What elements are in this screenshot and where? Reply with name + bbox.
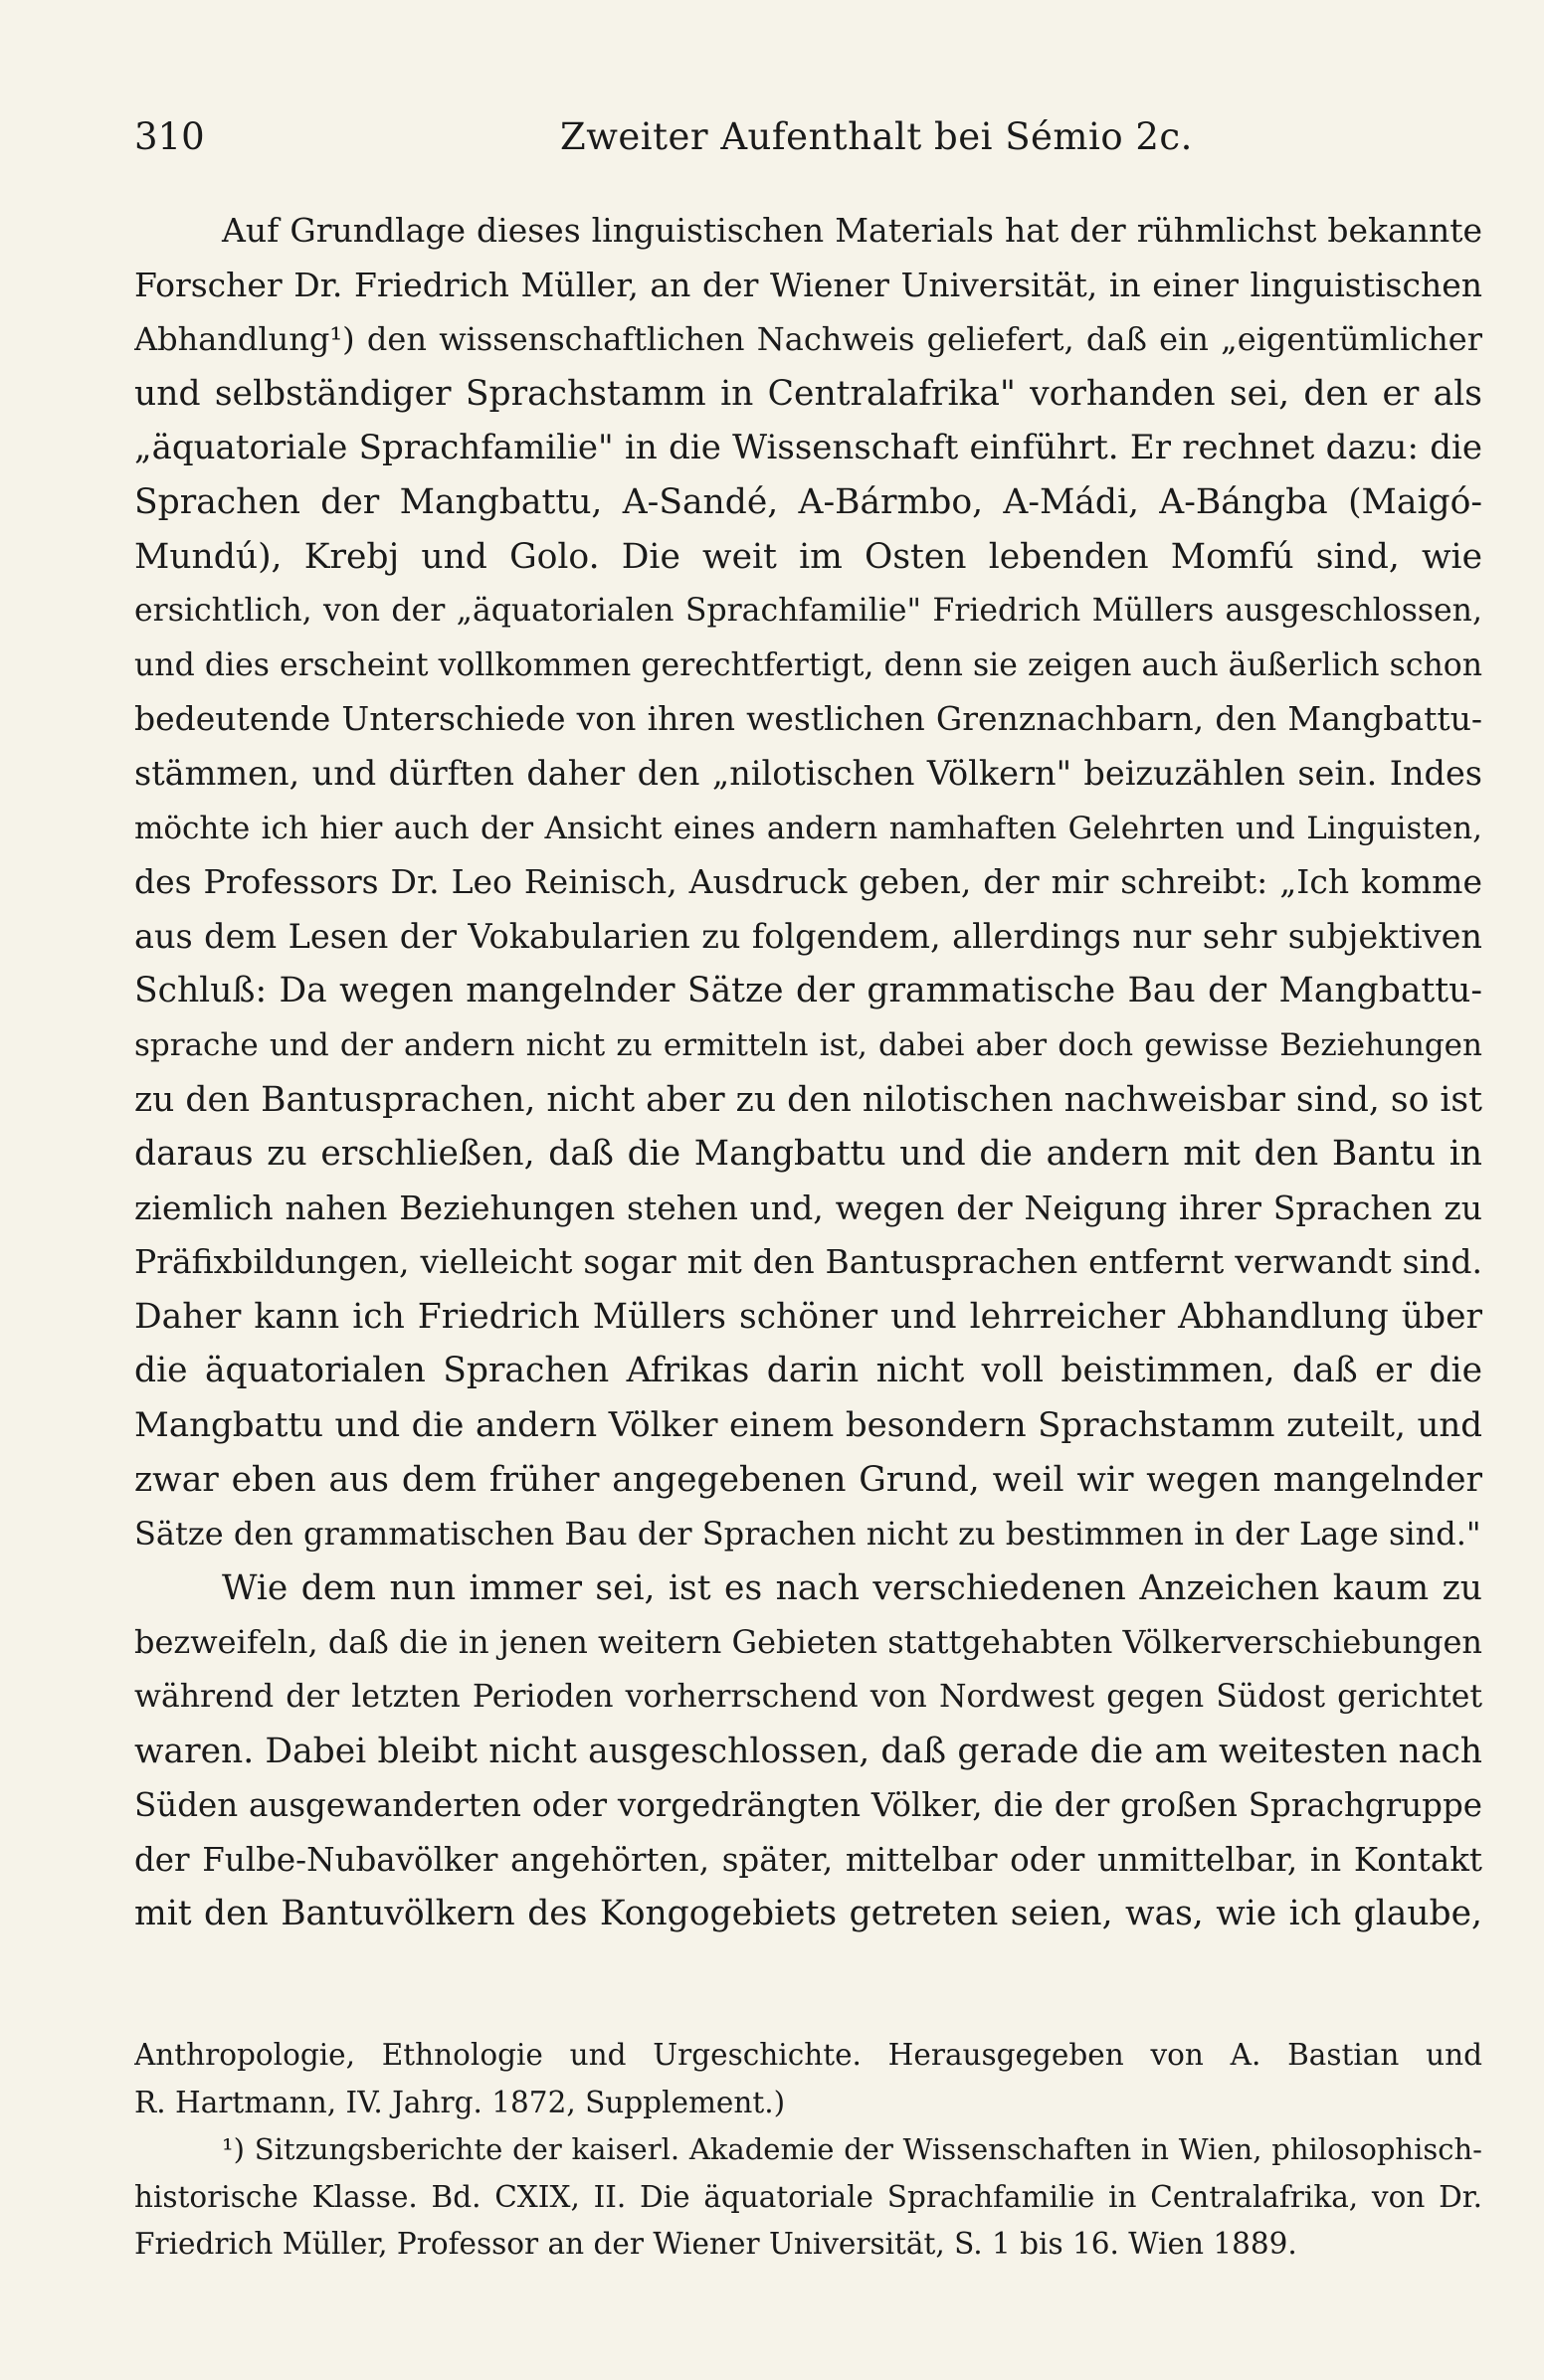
text-line: bezweifeln, daß die in jenen weitern Gebieten stattgehabten Völkerverschiebungen [134, 1623, 1482, 1662]
text-line: Abhandlung¹) den wissenschaftlichen Nachweis geliefert, daß ein „eigentümlicher [134, 320, 1482, 359]
footnote-line: historische Klasse. Bd. CXIX, II. Die äquatoriale Sprachfamilie in Centralafrika, von Dr. [134, 2179, 1482, 2214]
text-line: Auf Grundlage dieses linguistischen Materials hat der rühmlichst bekannte [222, 211, 1482, 250]
text-line: die äquatorialen Sprachen Afrikas darin nicht voll beistimmen, daß er die [134, 1351, 1482, 1391]
text-line: des Professors Dr. Leo Reinisch, Ausdruck geben, der mir schreibt: „Ich komme [134, 862, 1482, 902]
text-line: und selbständiger Sprachstamm in Centralafrika" vorhanden sei, den er als [134, 373, 1482, 414]
text-line: ziemlich nahen Beziehungen stehen und, wegen der Neigung ihrer Sprachen zu [134, 1188, 1482, 1227]
text-line: Mundú), Krebj und Golo. Die weit im Osten lebenden Momfú sind, wie [134, 536, 1482, 577]
footnotes [134, 2032, 1482, 2269]
footnote-line: Anthropologie, Ethnologie und Urgeschichte. Herausgegeben von A. Bastian und [134, 2038, 1482, 2072]
text-line: Präfixbildungen, vielleicht sogar mit den Bantusprachen entfernt verwandt sind. [134, 1242, 1482, 1282]
page-number: 310 [134, 115, 205, 158]
text-line: Sätze den grammatischen Bau der Sprachen nicht zu bestimmen in der Lage sind." [134, 1515, 1481, 1554]
text-line: stämmen, und dürften daher den „nilotischen Völkern" beizuzählen sein. Indes [134, 753, 1482, 793]
text-line: Wie dem nun immer sei, ist es nach verschiedenen Anzeichen kaum zu [222, 1567, 1482, 1608]
footnote-line: Friedrich Müller, Professor an der Wiener Universität, S. 1 bis 16. Wien 1889. [134, 2227, 1297, 2261]
text-line: ersichtlich, von der „äquatorialen Sprachfamilie" Friedrich Müllers ausgeschlossen, [134, 593, 1482, 630]
text-line: während der letzten Perioden vorherrschend von Nordwest gegen Südost gerichtet [134, 1679, 1482, 1716]
text-line: der Fulbe-Nubavölker angehörten, später, mittelbar oder unmittelbar, in Kontakt [134, 1840, 1482, 1879]
text-line: mit den Bantuvölkern des Kongogebiets getreten seien, was, wie ich glaube, [134, 1894, 1482, 1934]
text-line: Sprachen der Mangbattu, A-Sandé, A-Bármbo, A-Mádi, A-Bángba (Maigó- [134, 481, 1482, 522]
text-line: aus dem Lesen der Vokabularien zu folgendem, allerdings nur sehr subjektiven [134, 916, 1482, 956]
text-line: zwar eben aus dem früher angegebenen Grund, weil wir wegen mangelnder [134, 1459, 1482, 1500]
text-line: bedeutende Unterschiede von ihren westlichen Grenznachbarn, den Mangbattu- [134, 699, 1482, 739]
text-line: Daher kann ich Friedrich Müllers schöner und lehrreicher Abhandlung über [134, 1296, 1482, 1337]
footnote-line: ¹) Sitzungsberichte der kaiserl. Akademie der Wissenschaften in Wien, philosophisch- [222, 2132, 1482, 2166]
text-line: Mangbattu und die andern Völker einem besondern Sprachstamm zuteilt, und [134, 1405, 1482, 1446]
footnote-line: R. Hartmann, IV. Jahrg. 1872, Supplement.) [134, 2085, 786, 2119]
text-line: Süden ausgewanderten oder vorgedrängten Völker, die der großen Sprachgruppe [134, 1786, 1482, 1825]
text-line: „äquatoriale Sprachfamilie" in die Wissenschaft einführt. Er rechnet dazu: die [134, 428, 1482, 468]
text-line: sprache und der andern nicht zu ermitteln ist, dabei aber doch gewisse Beziehungen [134, 1026, 1482, 1063]
text-line: daraus zu erschließen, daß die Mangbattu und die andern mit den Bantu in [134, 1134, 1482, 1175]
text-line: Schluß: Da wegen mangelnder Sätze der grammatische Bau der Mangbattu- [134, 971, 1482, 1011]
text-line: waren. Dabei bleibt nicht ausgeschlossen, daß gerade die am weitesten nach [134, 1731, 1482, 1771]
main-text [134, 204, 1482, 1941]
text-line: und dies erscheint vollkommen gerechtfertigt, denn sie zeigen auch äußerlich schon [134, 646, 1482, 683]
text-line: Forscher Dr. Friedrich Müller, an der Wiener Universität, in einer linguistischen [134, 265, 1482, 304]
text-line: zu den Bantusprachen, nicht aber zu den nilotischen nachweisbar sind, so ist [134, 1079, 1482, 1120]
text-line: möchte ich hier auch der Ansicht eines andern namhaften Gelehrten und Linguisten, [134, 810, 1482, 846]
running-head [134, 107, 1472, 167]
running-title: Zweiter Aufenthalt bei Sémio 2c. [560, 115, 1193, 158]
